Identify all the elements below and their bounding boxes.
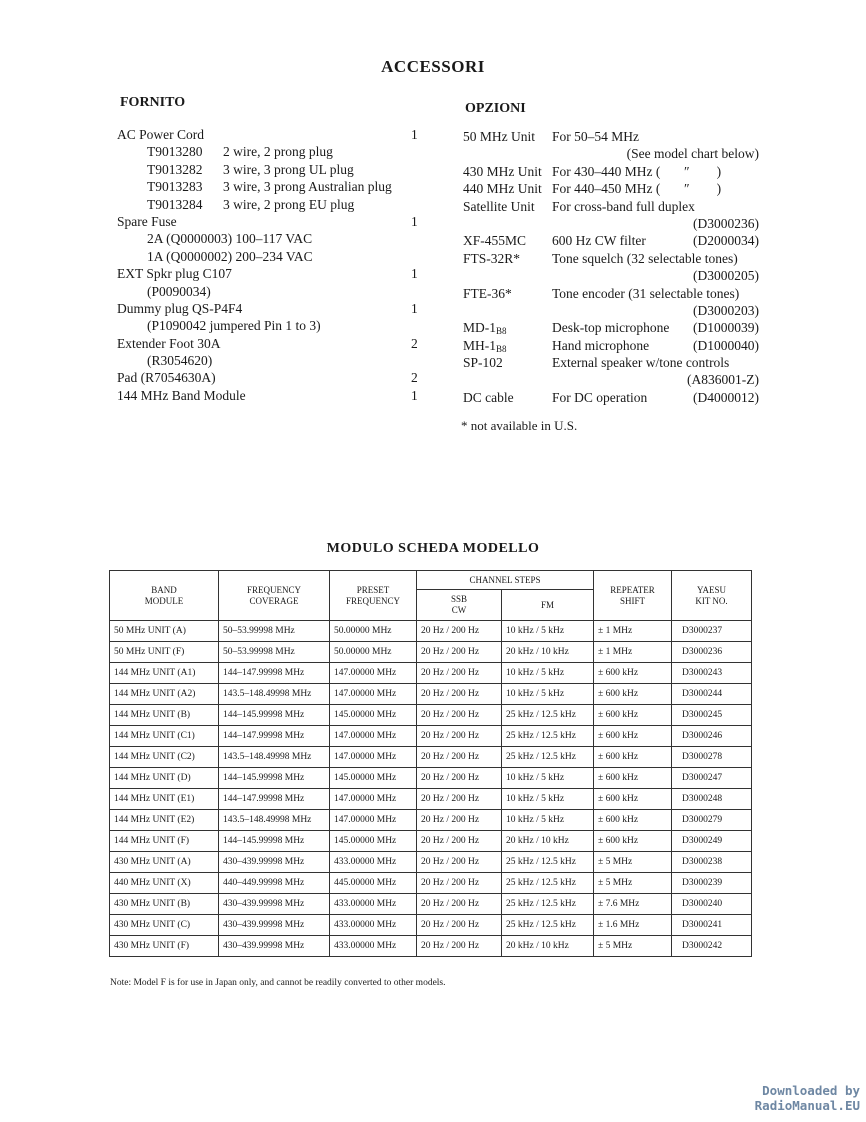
table-cell: D3000249 <box>672 831 752 852</box>
option-part-number: (D3000203) <box>693 302 759 318</box>
option-line <box>463 337 759 354</box>
part-code: T9013283 <box>147 179 203 195</box>
fornito-line <box>117 283 419 300</box>
table-cell: 25 kHz / 12.5 kHz <box>502 915 594 936</box>
option-name <box>463 354 503 371</box>
fornito-line <box>117 213 419 230</box>
option-name-text: FTS-32R* <box>463 250 521 266</box>
option-name-text: SP-102 <box>463 355 503 371</box>
item-text: 1A (Q0000002) 200–234 VAC <box>147 248 313 264</box>
table-cell: 430–439.99998 MHz <box>219 936 330 957</box>
table-cell: ± 600 kHz <box>594 663 672 684</box>
item-quantity: 1 <box>411 266 418 282</box>
item-text: Extender Foot 30A <box>117 335 221 351</box>
table-row <box>110 726 752 747</box>
item-text: 2A (Q0000003) 100–117 VAC <box>147 231 313 247</box>
option-name-subscript: B8 <box>496 326 507 337</box>
table-cell: 10 kHz / 5 kHz <box>502 789 594 810</box>
option-line <box>463 389 759 406</box>
table-row <box>110 642 752 663</box>
fornito-line <box>117 143 419 160</box>
table-cell: ± 600 kHz <box>594 789 672 810</box>
option-name-text: 50 MHz Unit <box>463 129 535 144</box>
header-kit-no: YAESU KIT NO. <box>672 571 752 621</box>
part-code: T9013284 <box>147 196 203 212</box>
table-cell: 20 Hz / 200 Hz <box>417 768 502 789</box>
option-part-number: (D3000236) <box>693 215 759 231</box>
not-available-note: * not available in U.S. <box>461 418 578 433</box>
option-line <box>463 232 759 249</box>
table-cell: 20 Hz / 200 Hz <box>417 663 502 684</box>
table-cell: 25 kHz / 12.5 kHz <box>502 894 594 915</box>
table-cell: D3000279 <box>672 810 752 831</box>
table-cell: 50 MHz UNIT (A) <box>110 621 219 642</box>
fornito-line <box>117 126 419 143</box>
option-part-number: (D1000039) <box>693 320 759 336</box>
option-line <box>463 319 759 336</box>
option-name <box>463 285 512 302</box>
page-title: ACCESSORI <box>381 57 485 76</box>
table-cell: 145.00000 MHz <box>330 831 417 852</box>
table-cell: ± 600 kHz <box>594 831 672 852</box>
part-description: 2 wire, 2 prong plug <box>223 144 333 160</box>
table-cell: 430 MHz UNIT (F) <box>110 936 219 957</box>
table-cell: 145.00000 MHz <box>330 705 417 726</box>
table-cell: D3000248 <box>672 789 752 810</box>
option-description: Tone squelch (32 selectable tones) <box>552 250 738 266</box>
table-cell: ± 1.6 MHz <box>594 915 672 936</box>
table-cell: D3000245 <box>672 705 752 726</box>
table-row <box>110 705 752 726</box>
option-name <box>463 389 514 406</box>
table-cell: D3000243 <box>672 663 752 684</box>
part-description: 3 wire, 3 prong Australian plug <box>223 179 392 195</box>
table-cell: ± 600 kHz <box>594 726 672 747</box>
option-line <box>463 180 759 197</box>
table-cell: 430–439.99998 MHz <box>219 915 330 936</box>
fornito-list <box>117 126 419 404</box>
table-cell: D3000238 <box>672 852 752 873</box>
table-row <box>110 621 752 642</box>
header-repeater-shift: REPEATER SHIFT <box>594 571 672 621</box>
table-cell: 144 MHz UNIT (A1) <box>110 663 219 684</box>
table-cell: 20 Hz / 200 Hz <box>417 873 502 894</box>
fornito-line <box>117 317 419 334</box>
table-cell: 440–449.99998 MHz <box>219 873 330 894</box>
table-cell: D3000237 <box>672 621 752 642</box>
item-text: Spare Fuse <box>117 213 177 229</box>
option-name-text: 430 MHz Unit <box>463 163 542 179</box>
option-description: For 50–54 MHz <box>552 129 639 144</box>
table-cell: 50–53.99998 MHz <box>219 621 330 642</box>
fornito-line <box>117 387 419 404</box>
table-cell: 144 MHz UNIT (F) <box>110 831 219 852</box>
table-cell: D3000236 <box>672 642 752 663</box>
table-cell: ± 600 kHz <box>594 768 672 789</box>
option-name <box>463 128 535 145</box>
table-cell: 20 Hz / 200 Hz <box>417 726 502 747</box>
table-cell: 50–53.99998 MHz <box>219 642 330 663</box>
table-cell: 10 kHz / 5 kHz <box>502 768 594 789</box>
option-description: For DC operation <box>552 389 648 405</box>
table-cell: 144 MHz UNIT (E1) <box>110 789 219 810</box>
table-cell: ± 600 kHz <box>594 705 672 726</box>
item-text: (P0090034) <box>147 283 211 299</box>
table-cell: 143.5–148.49998 MHz <box>219 747 330 768</box>
header-preset-frequency: PRESET FREQUENCY <box>330 571 417 621</box>
table-row <box>110 831 752 852</box>
item-quantity: 1 <box>411 387 418 403</box>
option-line <box>463 250 759 267</box>
table-row <box>110 768 752 789</box>
fornito-line <box>117 335 419 352</box>
watermark-line-2: RadioManual.EU <box>754 1098 860 1113</box>
option-line <box>463 128 759 145</box>
table-cell: ± 600 kHz <box>594 810 672 831</box>
table-cell: 20 Hz / 200 Hz <box>417 831 502 852</box>
fornito-line <box>117 265 419 282</box>
option-name <box>463 163 542 180</box>
opzioni-heading: OPZIONI <box>465 101 526 116</box>
option-description: For 440–450 MHz ( ″ ) <box>552 181 722 197</box>
table-cell: 50.00000 MHz <box>330 621 417 642</box>
fornito-line <box>117 196 419 213</box>
table-cell: D3000240 <box>672 894 752 915</box>
option-line <box>463 302 759 319</box>
item-text: Dummy plug QS-P4F4 <box>117 300 243 316</box>
table-cell: D3000278 <box>672 747 752 768</box>
option-name-text: DC cable <box>463 389 514 405</box>
option-name-text: XF-455MC <box>463 233 527 249</box>
table-cell: 20 Hz / 200 Hz <box>417 684 502 705</box>
option-name <box>463 198 535 215</box>
table-cell: 20 Hz / 200 Hz <box>417 915 502 936</box>
table-cell: ± 5 MHz <box>594 852 672 873</box>
table-row <box>110 684 752 705</box>
table-cell: 144–145.99998 MHz <box>219 705 330 726</box>
table-cell: D3000246 <box>672 726 752 747</box>
option-name <box>463 232 526 249</box>
table-cell: ± 5 MHz <box>594 936 672 957</box>
option-description: For 430–440 MHz ( ″ ) <box>552 163 722 179</box>
download-watermark <box>755 1083 860 1113</box>
item-quantity: 2 <box>411 370 418 386</box>
model-table-title: MODULO SCHEDA MODELLO <box>326 541 540 556</box>
table-cell: 25 kHz / 12.5 kHz <box>502 852 594 873</box>
table-cell: 10 kHz / 5 kHz <box>502 684 594 705</box>
table-row <box>110 663 752 684</box>
table-cell: 433.00000 MHz <box>330 852 417 873</box>
table-row <box>110 873 752 894</box>
model-table <box>109 570 752 957</box>
table-cell: 20 Hz / 200 Hz <box>417 642 502 663</box>
fornito-line <box>117 352 419 369</box>
option-part-number: (D1000040) <box>693 337 759 353</box>
table-cell: 144 MHz UNIT (D) <box>110 768 219 789</box>
option-description: 600 Hz CW filter <box>552 233 646 249</box>
table-cell: 20 Hz / 200 Hz <box>417 852 502 873</box>
option-line <box>463 198 759 215</box>
item-quantity: 2 <box>411 335 418 351</box>
fornito-line <box>117 230 419 247</box>
table-row <box>110 747 752 768</box>
option-name-text: Satellite Unit <box>463 198 535 214</box>
table-cell: 144–147.99998 MHz <box>219 663 330 684</box>
option-part-number: (See model chart below) <box>626 146 759 162</box>
table-cell: 430 MHz UNIT (C) <box>110 915 219 936</box>
table-cell: 144 MHz UNIT (B) <box>110 705 219 726</box>
table-row <box>110 810 752 831</box>
option-description: External speaker w/tone controls <box>552 355 730 371</box>
table-cell: 144 MHz UNIT (A2) <box>110 684 219 705</box>
option-line <box>463 145 759 162</box>
option-name <box>463 250 520 267</box>
table-cell: 147.00000 MHz <box>330 684 417 705</box>
table-cell: 147.00000 MHz <box>330 663 417 684</box>
header-ssb-cw: SSB CW <box>417 590 502 621</box>
table-cell: 147.00000 MHz <box>330 747 417 768</box>
option-line <box>463 371 759 388</box>
table-cell: 10 kHz / 5 kHz <box>502 621 594 642</box>
table-cell: 147.00000 MHz <box>330 810 417 831</box>
option-line <box>463 267 759 284</box>
table-cell: 20 kHz / 10 kHz <box>502 936 594 957</box>
table-cell: D3000244 <box>672 684 752 705</box>
table-cell: 20 kHz / 10 kHz <box>502 642 594 663</box>
option-name-text: MH-1 <box>463 337 496 353</box>
header-band-module: BAND MODULE <box>110 571 219 621</box>
table-footnote: Note: Model F is for use in Japan only, and cannot be readily converted to other models. <box>110 978 446 988</box>
table-cell: 50 MHz UNIT (F) <box>110 642 219 663</box>
option-part-number: (A836001-Z) <box>687 372 759 388</box>
fornito-line <box>117 300 419 317</box>
item-text: EXT Spkr plug C107 <box>117 266 232 282</box>
table-cell: ± 600 kHz <box>594 684 672 705</box>
part-description: 3 wire, 2 prong EU plug <box>223 196 355 212</box>
table-cell: 147.00000 MHz <box>330 726 417 747</box>
part-description: 3 wire, 3 prong UL plug <box>223 161 354 177</box>
table-cell: ± 600 kHz <box>594 747 672 768</box>
table-cell: 143.5–148.49998 MHz <box>219 684 330 705</box>
item-text: (R3054620) <box>147 353 213 369</box>
opzioni-list <box>463 128 759 406</box>
fornito-line <box>117 178 419 195</box>
table-cell: 433.00000 MHz <box>330 936 417 957</box>
option-name <box>463 180 542 197</box>
table-cell: 10 kHz / 5 kHz <box>502 663 594 684</box>
table-cell: 433.00000 MHz <box>330 894 417 915</box>
table-cell: 430–439.99998 MHz <box>219 852 330 873</box>
header-fm: FM <box>502 590 594 621</box>
fornito-heading: FORNITO <box>120 95 186 110</box>
table-cell: 144–145.99998 MHz <box>219 768 330 789</box>
option-name-subscript: B8 <box>496 343 507 354</box>
option-line <box>463 215 759 232</box>
table-cell: ± 1 MHz <box>594 621 672 642</box>
option-line <box>463 285 759 302</box>
table-row <box>110 936 752 957</box>
table-cell: 445.00000 MHz <box>330 873 417 894</box>
table-row <box>110 852 752 873</box>
watermark-line-1: Downloaded by <box>762 1083 860 1098</box>
option-description: Desk-top microphone <box>552 320 670 336</box>
option-line <box>463 354 759 371</box>
fornito-line <box>117 161 419 178</box>
table-cell: ± 7.6 MHz <box>594 894 672 915</box>
table-cell: 20 kHz / 10 kHz <box>502 831 594 852</box>
table-cell: 10 kHz / 5 kHz <box>502 810 594 831</box>
table-cell: 440 MHz UNIT (X) <box>110 873 219 894</box>
table-cell: 433.00000 MHz <box>330 915 417 936</box>
table-cell: 20 Hz / 200 Hz <box>417 894 502 915</box>
table-cell: D3000241 <box>672 915 752 936</box>
table-cell: ± 1 MHz <box>594 642 672 663</box>
item-text: AC Power Cord <box>117 127 204 142</box>
item-text: (P1090042 jumpered Pin 1 to 3) <box>147 318 321 334</box>
table-cell: 145.00000 MHz <box>330 768 417 789</box>
table-cell: 430–439.99998 MHz <box>219 894 330 915</box>
table-cell: D3000247 <box>672 768 752 789</box>
item-quantity: 1 <box>411 300 418 316</box>
option-name-text: MD-1 <box>463 320 496 336</box>
table-cell: 25 kHz / 12.5 kHz <box>502 726 594 747</box>
table-cell: 144–147.99998 MHz <box>219 726 330 747</box>
item-text: 144 MHz Band Module <box>117 387 246 403</box>
item-quantity: 1 <box>411 127 418 142</box>
table-cell: 143.5–148.49998 MHz <box>219 810 330 831</box>
table-row <box>110 915 752 936</box>
table-cell: 20 Hz / 200 Hz <box>417 621 502 642</box>
table-cell: ± 5 MHz <box>594 873 672 894</box>
table-row <box>110 789 752 810</box>
option-name-text: 440 MHz Unit <box>463 181 542 197</box>
table-cell: 147.00000 MHz <box>330 789 417 810</box>
table-cell: 144–145.99998 MHz <box>219 831 330 852</box>
fornito-line <box>117 369 419 386</box>
table-cell: 20 Hz / 200 Hz <box>417 936 502 957</box>
fornito-line <box>117 248 419 265</box>
option-name-text: FTE-36* <box>463 285 512 301</box>
table-cell: D3000242 <box>672 936 752 957</box>
header-channel-steps: CHANNEL STEPS <box>417 571 594 590</box>
table-cell: 144 MHz UNIT (C1) <box>110 726 219 747</box>
table-cell: 25 kHz / 12.5 kHz <box>502 747 594 768</box>
table-cell: 20 Hz / 200 Hz <box>417 810 502 831</box>
option-part-number: (D2000034) <box>693 233 759 249</box>
table-cell: 20 Hz / 200 Hz <box>417 705 502 726</box>
option-description: Tone encoder (31 selectable tones) <box>552 285 740 301</box>
table-cell: 25 kHz / 12.5 kHz <box>502 705 594 726</box>
table-cell: 144 MHz UNIT (E2) <box>110 810 219 831</box>
table-cell: 430 MHz UNIT (B) <box>110 894 219 915</box>
header-frequency-coverage: FREQUENCY COVERAGE <box>219 571 330 621</box>
part-code: T9013282 <box>147 161 203 177</box>
part-code: T9013280 <box>147 144 203 160</box>
item-quantity: 1 <box>411 213 418 229</box>
option-description: Hand microphone <box>552 337 650 353</box>
option-part-number: (D4000012) <box>693 389 759 405</box>
option-line <box>463 163 759 180</box>
table-cell: 50.00000 MHz <box>330 642 417 663</box>
table-cell: 25 kHz / 12.5 kHz <box>502 873 594 894</box>
table-row <box>110 894 752 915</box>
table-cell: 144 MHz UNIT (C2) <box>110 747 219 768</box>
option-description: For cross-band full duplex <box>552 198 695 214</box>
option-part-number: (D3000205) <box>693 268 759 284</box>
table-cell: 430 MHz UNIT (A) <box>110 852 219 873</box>
item-text: Pad (R7054630A) <box>117 370 216 386</box>
table-cell: 20 Hz / 200 Hz <box>417 747 502 768</box>
table-cell: 20 Hz / 200 Hz <box>417 789 502 810</box>
table-cell: D3000239 <box>672 873 752 894</box>
table-cell: 144–147.99998 MHz <box>219 789 330 810</box>
